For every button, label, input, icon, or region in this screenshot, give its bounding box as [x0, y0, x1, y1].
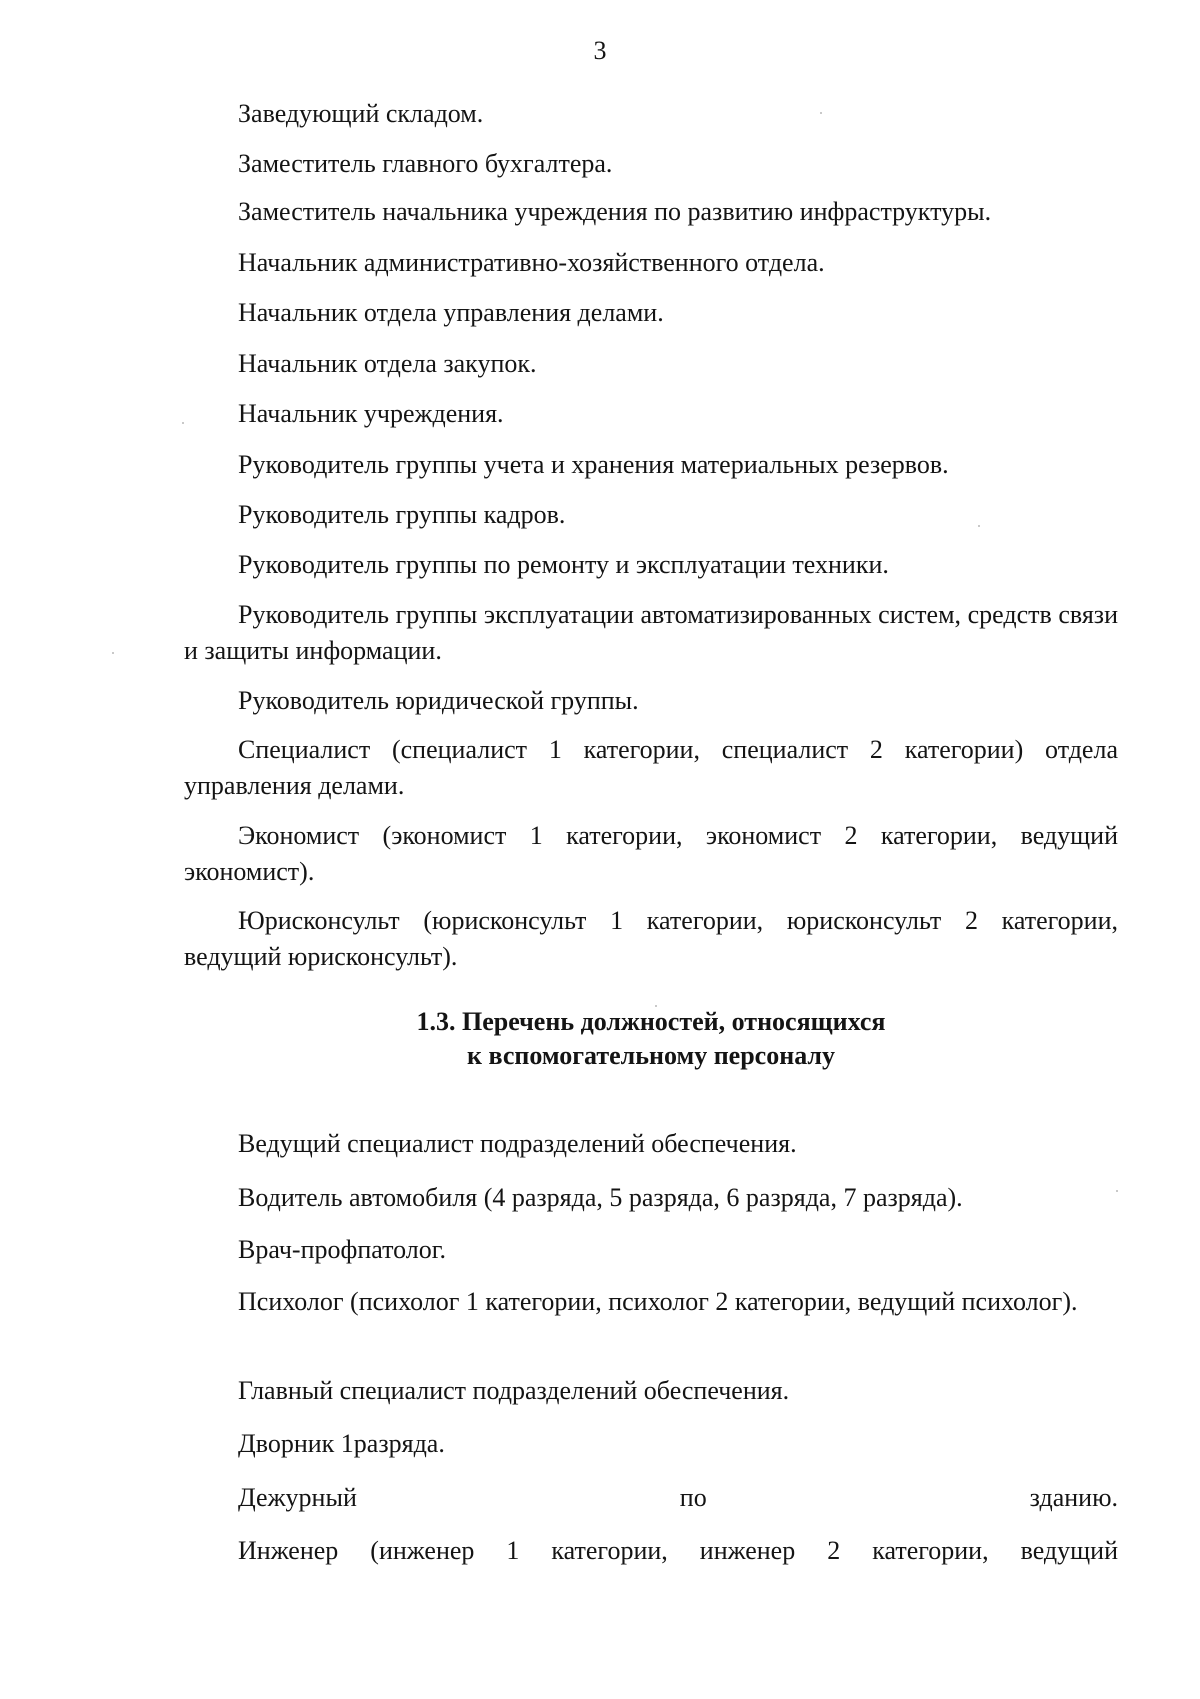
list-item: Заведующий складом.	[238, 99, 484, 128]
list-item: Заместитель главного бухгалтера.	[238, 149, 613, 178]
list-item: Руководитель группы по ремонту и эксплуатации техники.	[238, 550, 889, 579]
list-item: Дворник 1разряда.	[238, 1429, 445, 1458]
list-item: Главный специалист подразделений обеспечения.	[238, 1376, 790, 1405]
list-item: Дежурный по зданию.	[238, 1483, 1118, 1512]
scan-speck	[655, 1005, 657, 1007]
scan-speck	[978, 525, 980, 527]
list-item: Ведущий специалист подразделений обеспечения.	[238, 1129, 797, 1158]
list-item: Водитель автомобиля (4 разряда, 5 разряда, 6 разряда, 7 разряда).	[238, 1183, 963, 1212]
list-item: Начальник отдела управления делами.	[238, 298, 664, 327]
scan-speck	[820, 112, 822, 114]
scan-speck	[182, 422, 184, 424]
list-item: Начальник отдела закупок.	[238, 349, 537, 378]
section-heading-line-1: 1.3. Перечень должностей, относящихся	[416, 1007, 886, 1036]
scan-speck	[1116, 1190, 1118, 1192]
list-item: Юрисконсульт (юрисконсульт 1 категории, юрисконсульт 2 категории, ведущий юрисконсульт).	[184, 906, 1118, 971]
list-item: Руководитель группы учета и хранения материальных резервов.	[238, 450, 949, 479]
list-item: Заместитель начальника учреждения по развитию инфраструктуры.	[238, 197, 992, 226]
list-item: Руководитель группы эксплуатации автоматизированных систем, средств связи и защиты информации.	[184, 600, 1118, 665]
section-heading-line-2: к вспомогательному персоналу	[466, 1041, 836, 1070]
list-item: Руководитель группы кадров.	[238, 500, 566, 529]
scan-speck	[112, 652, 114, 654]
list-item: Экономист (экономист 1 категории, экономист 2 категории, ведущий экономист).	[184, 821, 1118, 886]
list-item: Психолог (психолог 1 категории, психолог 2 категории, ведущий психолог).	[238, 1287, 1078, 1316]
page-number: 3	[593, 36, 607, 65]
list-item: Начальник административно-хозяйственного отдела.	[238, 248, 825, 277]
list-item: Инженер (инженер 1 категории, инженер 2 категории, ведущий	[238, 1536, 1118, 1565]
list-item: Руководитель юридической группы.	[238, 686, 639, 715]
list-item: Начальник учреждения.	[238, 399, 504, 428]
list-item: Врач-профпатолог.	[238, 1235, 446, 1264]
section-heading	[184, 1005, 1118, 1073]
list-item: Специалист (специалист 1 категории, специалист 2 категории) отдела управления делами.	[184, 735, 1118, 800]
